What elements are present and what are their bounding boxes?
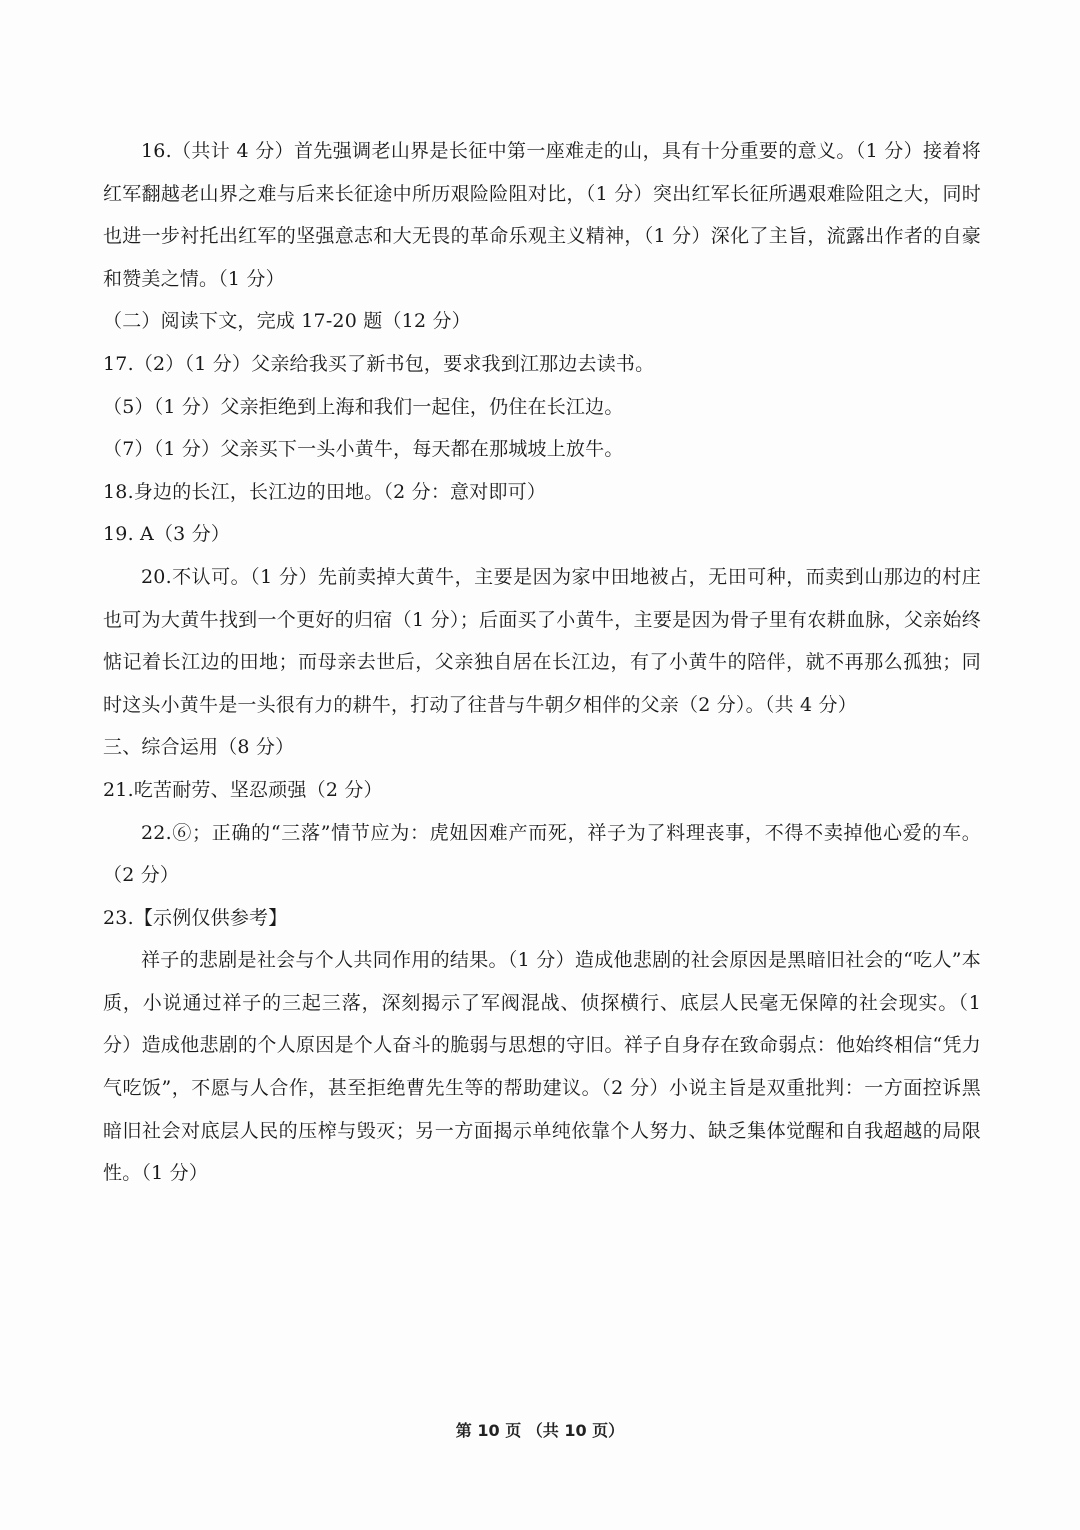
page-number: 第 10 页 （共 10 页） [455, 1421, 625, 1440]
answer-16: 16.（共计 4 分）首先强调老山界是长征中第一座难走的山，具有十分重要的意义。（1 分）接着将红军翻越老山界之难与后来长征途中所历艰险险阻对比，（1 分）突出红军长征所遇艰难险阻之大，同时也进一步衬托出红军的坚强意志和大无畏的革命乐观主义精神，（1 分）深化了主旨，流露出作者的自豪和赞美之情。（1 分） [103, 140, 981, 290]
answer-17-part-7: （7）（1 分）父亲买下一头小黄牛，每天都在那城坡上放牛。 [103, 438, 624, 461]
answer-20: 20.不认可。（1 分）先前卖掉大黄牛，主要是因为家中田地被占，无田可种，而卖到山那边的村庄也可为大黄牛找到一个更好的归宿（1 分）；后面买了小黄牛，主要是因为骨子里有农耕血脉，父亲始终惦记着长江边的田地；而母亲去世后，父亲独自居在长江边，有了小黄牛的陪伴，就不再那么孤独；同时这头小黄牛是一头很有力的耕牛，打动了往昔与牛朝夕相伴的父亲（2 分）。（共 4 分） [103, 565, 981, 716]
answer-19: 19. A（3 分） [103, 523, 231, 546]
answer-17-part-5: （5）（1 分）父亲拒绝到上海和我们一起住，仍住在长江边。 [103, 395, 624, 418]
section-2-heading: （二）阅读下文，完成 17-20 题（12 分） [103, 310, 471, 333]
answer-18: 18.身边的长江，长江边的田地。（2 分：意对即可） [103, 480, 547, 503]
answer-22: 22.⑥；正确的“三落”情节应为：虎妞因难产而死，祥子为了料理丧事，不得不卖掉他心爱的车。（2 分） [103, 821, 981, 887]
answer-23-body: 祥子的悲剧是社会与个人共同作用的结果。（1 分）造成他悲剧的社会原因是黑暗旧社会的“吃人”本质，小说通过祥子的三起三落，深刻揭示了军阀混战、侦探横行、底层人民毫无保障的社会现实。（1 分）造成他悲剧的个人原因是个人奋斗的脆弱与思想的守旧。祥子自身存在致命弱点：他始终相信“凭力气吃饭”，不愿与人合作，甚至拒绝曹先生等的帮助建议。（2 分）小说主旨是双重批判：一方面控诉黑暗旧社会对底层人民的压榨与毁灭；另一方面揭示单纯依靠个人努力、缺乏集体觉醒和自我超越的局限性。（1 分） [103, 949, 981, 1185]
answer-21: 21.吃苦耐劳、坚忍顽强（2 分） [103, 778, 383, 801]
answer-content [103, 130, 981, 1195]
answer-23-heading: 23.【示例仅供参考】 [103, 906, 288, 929]
answer-17-part-2: 17.（2）（1 分）父亲给我买了新书包，要求我到江那边去读书。 [103, 352, 655, 375]
section-3-heading: 三、综合运用（8 分） [103, 736, 295, 759]
